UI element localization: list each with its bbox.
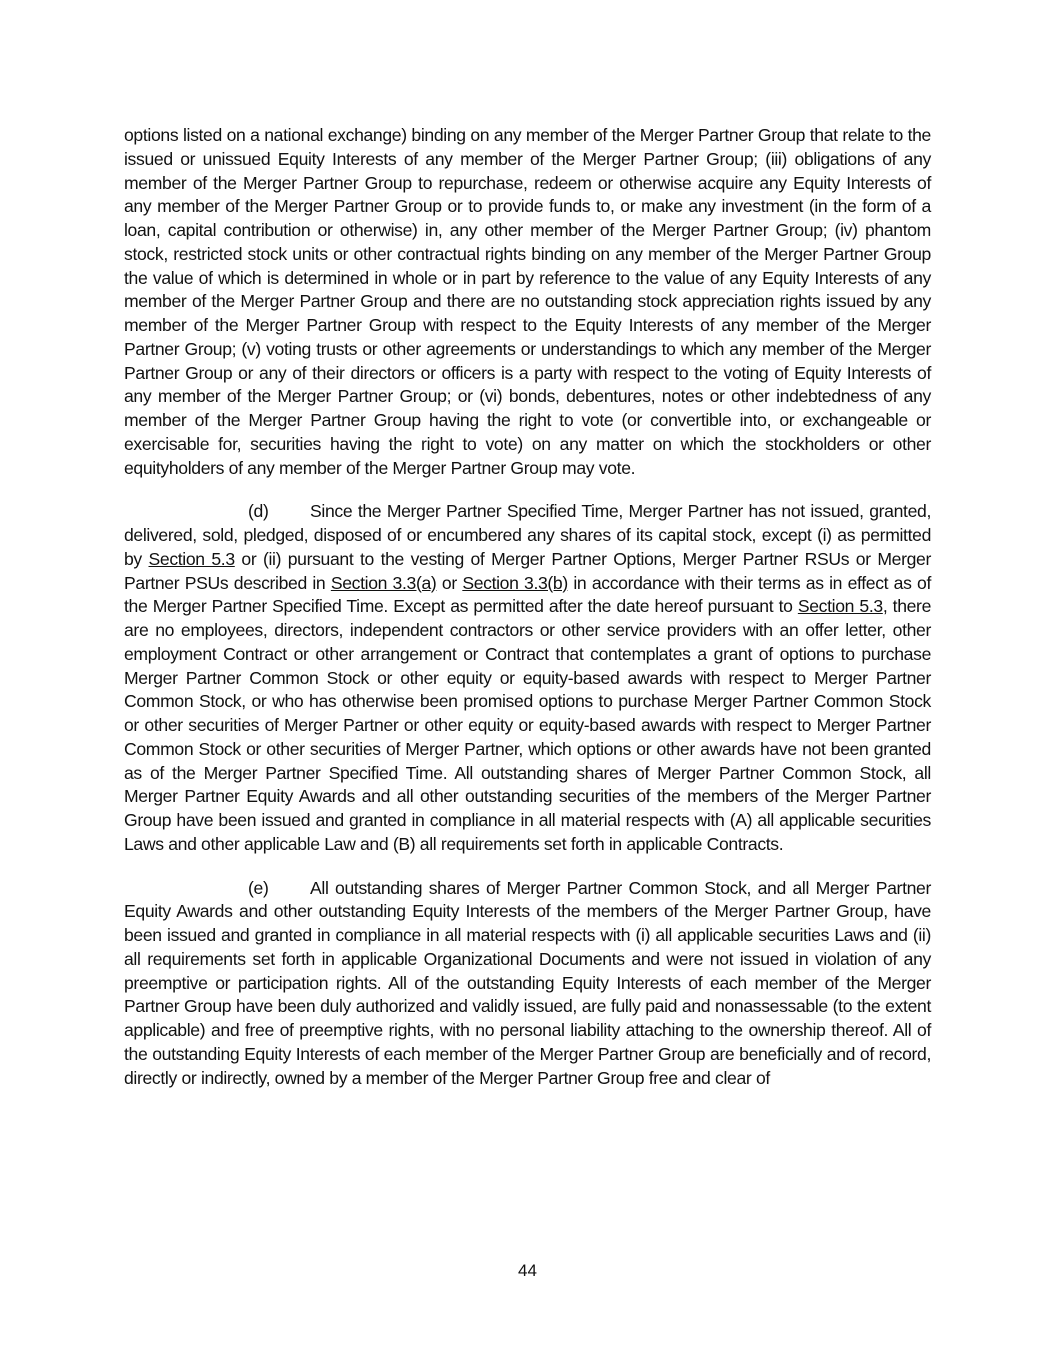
paragraph-d-text-4: in accordance with their terms as in effect as of the Merger Partner Specified Time. Except as permitted after the date hereof pursuant to (124, 572, 931, 617)
page-number: 44 (518, 1261, 537, 1280)
document-page (124, 124, 931, 1090)
section-5-3-reference-second: Section 5.3 (797, 596, 883, 617)
paragraph-c-continued (124, 124, 931, 480)
paragraph-d-text-3: or (436, 572, 463, 593)
section-5-3-reference: Section 5.3 (148, 548, 235, 569)
paragraph-d-text-1: Since the Merger Partner Specified Time, Merger Partner has not issued, granted, delivered, sold, pledged, disposed of or encumbered any shares of its capital stock, except (i) as permitted by (124, 501, 931, 569)
paragraph-c-text: options listed on a national exchange) binding on any member of the Merger Partner Group that relate to the issued or unissued Equity Interests of any member of the Merger Partner Group; (iii) obligations of any member of the Merger Partner Group to repurchase, redeem or otherwise acquire any Equity Interests of any member of the Merger Partner Group or to provide funds to, or make any investment (in the form of a loan, capital contribution or otherwise) in, any other member of the Merger Partner Group; (iv) phantom stock, restricted stock units or other contractual rights binding on any member of the Merger Partner Group the value of which is determined in whole or in part by reference to the value of any Equity Interests of any member of the Merger Partner Group and there are no outstanding stock appreciation rights issued by any member of the Merger Partner Group with respect to the Equity Interests of any member of the Merger Partner Group; (v) voting trusts or other agreements or understandings to which any member of the Merger Partner Group or any of their directors or officers is a party with respect to the voting of Equity Interests of any member of the Merger Partner Group; or (vi) bonds, debentures, notes or other indebtedness of any member of the Merger Partner Group having the right to vote (or convertible into, or exchangeable or exercisable for, securities having the right to vote) on any matter on which the stockholders or other equityholders of any member of the Merger Partner Group may vote. (124, 125, 931, 478)
paragraph-spacer (124, 857, 931, 877)
paragraph-d (124, 500, 931, 856)
paragraph-d-text-5: , there are no employees, directors, independent contractors or other service providers with an offer letter, other employment Contract or other arrangement or Contract that contemplates a grant of options to purchase Merger Partner Common Stock or other equity or equity-based awards with respect to Merger Partner Common Stock, or who has otherwise been promised options to purchase Merger Partner Common Stock or other securities of Merger Partner or other equity or equity-based awards with respect to Merger Partner Common Stock or other securities of Merger Partner, which options or other awards have not been granted as of the Merger Partner Specified Time. All outstanding shares of Merger Partner Common Stock, all Merger Partner Equity Awards and all other outstanding securities of the members of the Merger Partner Group have been issued and granted in compliance in all material respects with (A) all applicable securities Laws and other applicable Law and (B) all requirements set forth in applicable Contracts. (124, 596, 932, 854)
paragraph-e (124, 877, 931, 1091)
paragraph-spacer (124, 480, 931, 500)
section-3-3-a-reference: Section 3.3(a) (330, 572, 437, 593)
paragraph-e-label: (e) (248, 877, 269, 898)
paragraph-d-label: (d) (248, 501, 269, 522)
section-3-3-b-reference: Section 3.3(b) (462, 572, 568, 593)
paragraph-d-text-2: or (ii) pursuant to the vesting of Merger Partner Options, Merger Partner RSUs or Merger Partner PSUs described in (124, 548, 931, 593)
paragraph-e-text: All outstanding shares of Merger Partner Common Stock, and all Merger Partner Equity Awards and other outstanding Equity Interests of the members of the Merger Partner Group, have been issued and granted in compliance in all material respects with (i) all applicable securities Laws and (ii) all requirements set forth in applicable Organizational Documents and were not issued in violation of any preemptive or participation rights. All of the outstanding Equity Interests of each member of the Merger Partner Group have been duly authorized and validly issued, are fully paid and nonassessable (to the extent applicable) and free of preemptive rights, with no personal liability attaching to the ownership thereof. All of the outstanding Equity Interests of each member of the Merger Partner Group are beneficially and of record, directly or indirectly, owned by a member of the Merger Partner Group free and clear of (124, 877, 931, 1088)
